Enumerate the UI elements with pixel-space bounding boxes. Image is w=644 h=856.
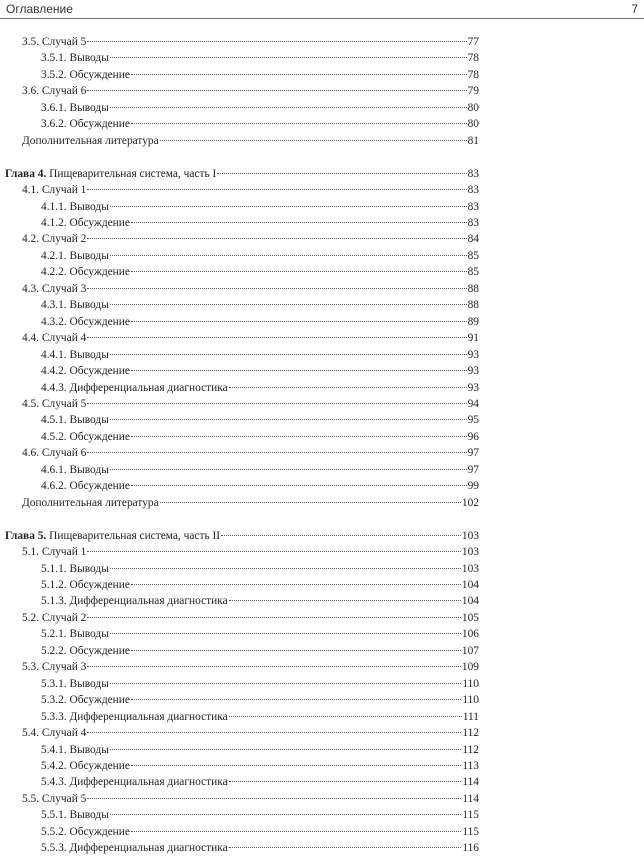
toc-entry-text: Дополнительная литература — [22, 134, 159, 147]
toc-entry-text: 4.4.2. Обсуждение — [41, 365, 130, 377]
dot-leader — [131, 270, 467, 272]
toc-page-number: 93 — [467, 381, 479, 394]
dot-leader — [110, 205, 467, 207]
dot-leader — [110, 468, 467, 470]
toc-entry[interactable] — [41, 364, 479, 379]
toc-entry-label — [22, 84, 86, 99]
toc-page-number: 102 — [461, 496, 479, 509]
toc-entry-text: 4.3. Случай 3 — [22, 282, 87, 295]
dot-leader — [131, 698, 461, 700]
toc-entry-label — [41, 315, 130, 330]
toc-entry[interactable] — [41, 644, 479, 659]
toc-entry-label — [41, 710, 228, 725]
toc-entry-text: 5.2.1. Выводы — [41, 628, 109, 641]
toc-entry-label — [41, 200, 109, 215]
toc-entry[interactable] — [41, 808, 479, 823]
dot-leader — [131, 649, 461, 651]
toc-entry-label — [41, 463, 109, 478]
dot-leader — [87, 451, 466, 453]
toc-page-number: 103 — [461, 546, 479, 558]
toc-page-number: 78 — [467, 68, 479, 81]
toc-entry-text: 3.5.2. Обсуждение — [41, 68, 130, 81]
toc-entry-label — [22, 446, 86, 461]
toc-page-number: 89 — [467, 315, 479, 328]
toc-page-number: 94 — [467, 397, 479, 410]
toc-entry[interactable] — [41, 216, 479, 231]
toc-page-number: 112 — [462, 727, 479, 739]
toc-entry-label — [41, 117, 130, 132]
toc-entry-text: 5.3.3. Дифференциальная диагностика — [41, 710, 228, 723]
toc-entry[interactable] — [41, 479, 479, 494]
toc-entry[interactable] — [41, 710, 479, 725]
toc-page-number: 79 — [467, 85, 479, 98]
toc-entry[interactable] — [41, 348, 479, 363]
toc-page-number: 83 — [467, 217, 479, 229]
toc-entry-label — [22, 282, 86, 297]
toc-entry-label — [41, 627, 109, 642]
toc-entry-text: 4.2.1. Выводы — [41, 249, 109, 262]
toc-entry-label — [41, 381, 228, 396]
toc-page-number: 88 — [467, 282, 479, 295]
toc-page-number: 112 — [462, 743, 479, 756]
dot-leader — [87, 797, 461, 799]
dot-leader — [217, 172, 466, 174]
toc-entry-text: 5.4.3. Дифференциальная диагностика — [41, 776, 228, 789]
toc-entry[interactable] — [41, 743, 479, 758]
toc-chapter-entry[interactable] — [5, 167, 479, 182]
toc-entry-label — [22, 726, 86, 741]
toc-entry-label — [22, 397, 86, 412]
dot-leader — [110, 748, 461, 750]
toc-entry-text: 5.3. Случай 3 — [22, 661, 87, 674]
toc-entry-label — [41, 578, 130, 593]
dot-leader — [110, 813, 461, 815]
toc-entry-label — [41, 808, 109, 823]
dot-leader — [87, 237, 466, 239]
toc-page-number: 114 — [462, 776, 479, 789]
toc-entry-label — [41, 825, 130, 840]
toc-entry-label — [41, 413, 109, 428]
toc-page-number: 83 — [467, 200, 479, 213]
dot-leader — [131, 320, 467, 322]
toc-entry-text: 5.3.1. Выводы — [41, 677, 109, 690]
toc-entry[interactable] — [41, 381, 479, 396]
toc-page-number: 80 — [467, 101, 479, 114]
dot-leader — [131, 122, 467, 124]
dot-leader — [87, 665, 461, 667]
toc-entry-text: 4.2.2. Обсуждение — [41, 266, 130, 279]
dot-leader — [87, 731, 461, 733]
toc-page-number: 115 — [462, 809, 479, 822]
dot-leader — [87, 188, 466, 190]
toc-page-number: 77 — [467, 36, 479, 48]
toc-entry[interactable] — [41, 413, 479, 428]
toc-entry[interactable] — [41, 677, 479, 692]
toc-page-number: 85 — [467, 266, 479, 279]
toc-entry-text: Пищеварительная система, часть I — [49, 167, 217, 180]
toc-entry-text: 5.2. Случай 2 — [22, 611, 87, 624]
dot-leader — [110, 682, 461, 684]
toc-entry-label — [5, 529, 220, 544]
toc-page-number: 84 — [467, 233, 479, 246]
toc-page-number: 106 — [461, 628, 479, 641]
toc-entry-label — [41, 594, 228, 609]
toc-page-number: 110 — [462, 694, 479, 707]
chapter-prefix: Глава 4. — [5, 167, 47, 180]
toc-entry-label — [5, 167, 216, 182]
toc-entry[interactable] — [22, 183, 479, 198]
toc-entry[interactable] — [41, 265, 479, 280]
toc-entry-label — [41, 298, 109, 313]
toc-entry-label — [41, 677, 109, 692]
toc-entry-text: 4.6.2. Обсуждение — [41, 480, 130, 493]
toc-page-number: 88 — [467, 299, 479, 312]
toc-entry-text: 4.4. Случай 4 — [22, 332, 87, 345]
toc-page-number: 105 — [461, 611, 479, 624]
toc-entry[interactable] — [22, 660, 479, 675]
toc-entry-text: 4.5. Случай 5 — [22, 397, 87, 410]
toc-page-number: 104 — [461, 578, 479, 591]
toc-page-number: 116 — [462, 842, 479, 855]
toc-entry-label — [41, 562, 109, 577]
toc-entry-label — [41, 841, 228, 856]
toc-entry[interactable] — [41, 249, 479, 264]
running-header — [0, 0, 644, 19]
toc-entry[interactable] — [41, 68, 479, 83]
toc-page-number: 83 — [467, 184, 479, 197]
toc-page-number: 83 — [467, 167, 479, 180]
toc-entry[interactable] — [22, 792, 479, 807]
toc-entry[interactable] — [41, 825, 479, 840]
toc-entry-text: 4.5.1. Выводы — [41, 414, 109, 427]
dot-leader — [87, 550, 461, 552]
toc-entry-text: 5.4.2. Обсуждение — [41, 759, 130, 772]
toc-page-number: 95 — [467, 414, 479, 427]
toc-entry-text: 5.5. Случай 5 — [22, 792, 87, 805]
toc-page-number: 109 — [461, 661, 479, 674]
dot-leader — [131, 764, 461, 766]
toc-entry-text: 4.1. Случай 1 — [22, 184, 87, 197]
toc-page-number: 114 — [462, 792, 479, 805]
toc-entry-text: 3.6.1. Выводы — [41, 101, 109, 114]
toc-entry-text: 5.4. Случай 4 — [22, 727, 87, 739]
toc-entry[interactable] — [41, 463, 479, 478]
dot-leader — [131, 369, 467, 371]
toc-entry-text: 4.1.2. Обсуждение — [41, 217, 130, 229]
toc-entry-label — [22, 496, 159, 511]
toc-entry[interactable] — [41, 759, 479, 774]
toc-entry-label — [41, 364, 130, 379]
toc-page-number: 104 — [461, 595, 479, 608]
toc-entry-text: 5.1.3. Дифференциальная диагностика — [41, 595, 228, 608]
dot-leader — [131, 583, 461, 585]
toc-entry-text: 4.4.1. Выводы — [41, 348, 109, 361]
toc-entry-label — [41, 693, 130, 708]
dot-leader — [87, 402, 466, 404]
toc-page-number: 81 — [467, 134, 479, 147]
dot-leader — [229, 715, 462, 717]
toc-entry-text: 5.4.1. Выводы — [41, 743, 109, 756]
toc-chapter-entry[interactable] — [5, 529, 479, 544]
toc-entry-text: 4.3.1. Выводы — [41, 299, 109, 312]
dot-leader — [229, 599, 461, 601]
toc-entry-label — [41, 101, 109, 116]
toc-entry[interactable] — [22, 134, 479, 149]
toc-page-number: 111 — [462, 710, 479, 723]
toc-entry[interactable] — [41, 101, 479, 116]
toc-page-number: 103 — [461, 562, 479, 575]
toc-entry-text: 4.3.2. Обсуждение — [41, 315, 130, 328]
toc-entry[interactable] — [22, 545, 479, 560]
toc-entry[interactable] — [22, 282, 479, 297]
dot-leader — [131, 484, 467, 486]
toc-entry-text: 5.5.3. Дифференциальная диагностика — [41, 842, 228, 855]
toc-entry-label — [22, 792, 86, 807]
dot-leader — [87, 89, 466, 91]
toc-page-number: 80 — [467, 118, 479, 131]
dot-leader — [110, 303, 467, 305]
toc-entry[interactable] — [41, 430, 479, 445]
chapter-prefix: Глава 5. — [5, 529, 47, 542]
toc-entry-text: 4.2. Случай 2 — [22, 233, 87, 246]
toc-entry-text: 5.1.2. Обсуждение — [41, 578, 130, 591]
toc-entry[interactable] — [22, 35, 479, 50]
dot-leader — [110, 56, 467, 58]
dot-leader — [110, 254, 467, 256]
toc-entry-label — [22, 232, 86, 247]
toc-entry-label — [22, 183, 86, 198]
toc-entry[interactable] — [22, 84, 479, 99]
toc-entry-text: 4.6. Случай 6 — [22, 447, 87, 460]
dot-leader — [131, 435, 467, 437]
toc-page-number: 110 — [462, 677, 479, 690]
toc-entry-text: 3.5.1. Выводы — [41, 52, 109, 65]
toc-entry[interactable] — [41, 578, 479, 593]
dot-leader — [87, 40, 466, 42]
toc-page-number: 99 — [467, 480, 479, 493]
dot-leader — [110, 632, 461, 634]
toc-entry[interactable] — [22, 496, 479, 511]
toc-entry-text: 5.3.2. Обсуждение — [41, 694, 130, 707]
toc-entry-label — [41, 644, 130, 659]
dot-leader — [131, 221, 467, 223]
toc-entry-label — [41, 348, 109, 363]
toc-entry[interactable] — [22, 331, 479, 346]
toc-entry-label — [22, 134, 159, 149]
dot-leader — [110, 353, 467, 355]
dot-leader — [87, 616, 461, 618]
toc-page-number: 103 — [461, 529, 479, 542]
toc-entry-label — [41, 265, 130, 280]
toc-page-number: 93 — [467, 348, 479, 361]
dot-leader — [160, 139, 467, 141]
toc-entry[interactable] — [22, 446, 479, 461]
toc-entry-text: 4.4.3. Дифференциальная диагностика — [41, 381, 228, 394]
dot-leader — [110, 567, 461, 569]
toc-entry-label — [41, 68, 130, 83]
toc-page-number: 85 — [467, 249, 479, 262]
toc-entry-text: 5.5.2. Обсуждение — [41, 825, 130, 838]
toc-entry-text: 3.6. Случай 6 — [22, 85, 87, 98]
toc-entry-label — [41, 249, 109, 264]
dot-leader — [160, 501, 461, 503]
dot-leader — [131, 73, 467, 75]
toc-entry-label — [41, 775, 228, 790]
toc-entry[interactable] — [41, 200, 479, 215]
toc-entry[interactable] — [41, 841, 479, 856]
toc-entry[interactable] — [41, 562, 479, 577]
toc-entry-text: 5.5.1. Выводы — [41, 809, 109, 822]
toc-entry-label — [41, 430, 130, 445]
toc-entry[interactable] — [41, 117, 479, 132]
toc-page-number: 115 — [462, 825, 479, 838]
toc-entry-label — [22, 331, 86, 346]
toc-page-number: 96 — [467, 430, 479, 443]
toc-entry-text: 4.6.1. Выводы — [41, 463, 109, 476]
toc-entry-label — [41, 51, 109, 66]
toc-entry-text: Пищеварительная система, часть II — [49, 529, 221, 542]
toc-page-number: 113 — [462, 759, 479, 772]
dot-leader — [87, 287, 466, 289]
dot-leader — [110, 418, 467, 420]
toc-entry[interactable] — [41, 594, 479, 609]
toc-page-number: 97 — [467, 447, 479, 460]
toc-entry-label — [22, 611, 86, 626]
toc-page-number: 78 — [467, 52, 479, 65]
toc-entry-label — [41, 759, 130, 774]
toc-entry[interactable] — [22, 726, 479, 741]
toc-entry[interactable] — [41, 627, 479, 642]
toc-entry-label — [22, 660, 86, 675]
dot-leader — [131, 830, 461, 832]
toc-page-number: 97 — [467, 463, 479, 476]
toc-entry-text: Дополнительная литература — [22, 496, 159, 509]
dot-leader — [229, 386, 467, 388]
toc-entry-text: 5.2.2. Обсуждение — [41, 644, 130, 657]
toc-entry[interactable] — [22, 397, 479, 412]
toc-entry-label — [41, 479, 130, 494]
toc-entry-text: 4.1.1. Выводы — [41, 200, 109, 213]
toc-entry[interactable] — [41, 775, 479, 790]
toc-entry[interactable] — [22, 611, 479, 626]
toc-entry[interactable] — [22, 232, 479, 247]
toc-entry-text: 4.5.2. Обсуждение — [41, 430, 130, 443]
toc-entry[interactable] — [41, 298, 479, 313]
toc-entry[interactable] — [41, 315, 479, 330]
toc-page-number: 93 — [467, 365, 479, 377]
toc-entry-label — [41, 216, 130, 231]
header-page-number: 7 — [631, 2, 638, 16]
toc-entry-text: 3.6.2. Обсуждение — [41, 118, 130, 131]
toc-page-number: 91 — [467, 332, 479, 345]
toc-entry-text: 5.1. Случай 1 — [22, 546, 87, 558]
dot-leader — [110, 106, 467, 108]
toc-entry-text: 5.1.1. Выводы — [41, 562, 109, 575]
dot-leader — [87, 336, 466, 338]
toc-entry-text: 3.5. Случай 5 — [22, 36, 87, 48]
toc-entry-label — [22, 35, 86, 50]
toc-entry-label — [41, 743, 109, 758]
toc-entry[interactable] — [41, 693, 479, 708]
header-title: Оглавление — [6, 2, 73, 16]
dot-leader — [229, 846, 462, 848]
toc-entry[interactable] — [41, 51, 479, 66]
dot-leader — [221, 534, 461, 536]
dot-leader — [229, 780, 462, 782]
toc-entry-label — [22, 545, 86, 560]
toc-page-number: 107 — [461, 644, 479, 657]
